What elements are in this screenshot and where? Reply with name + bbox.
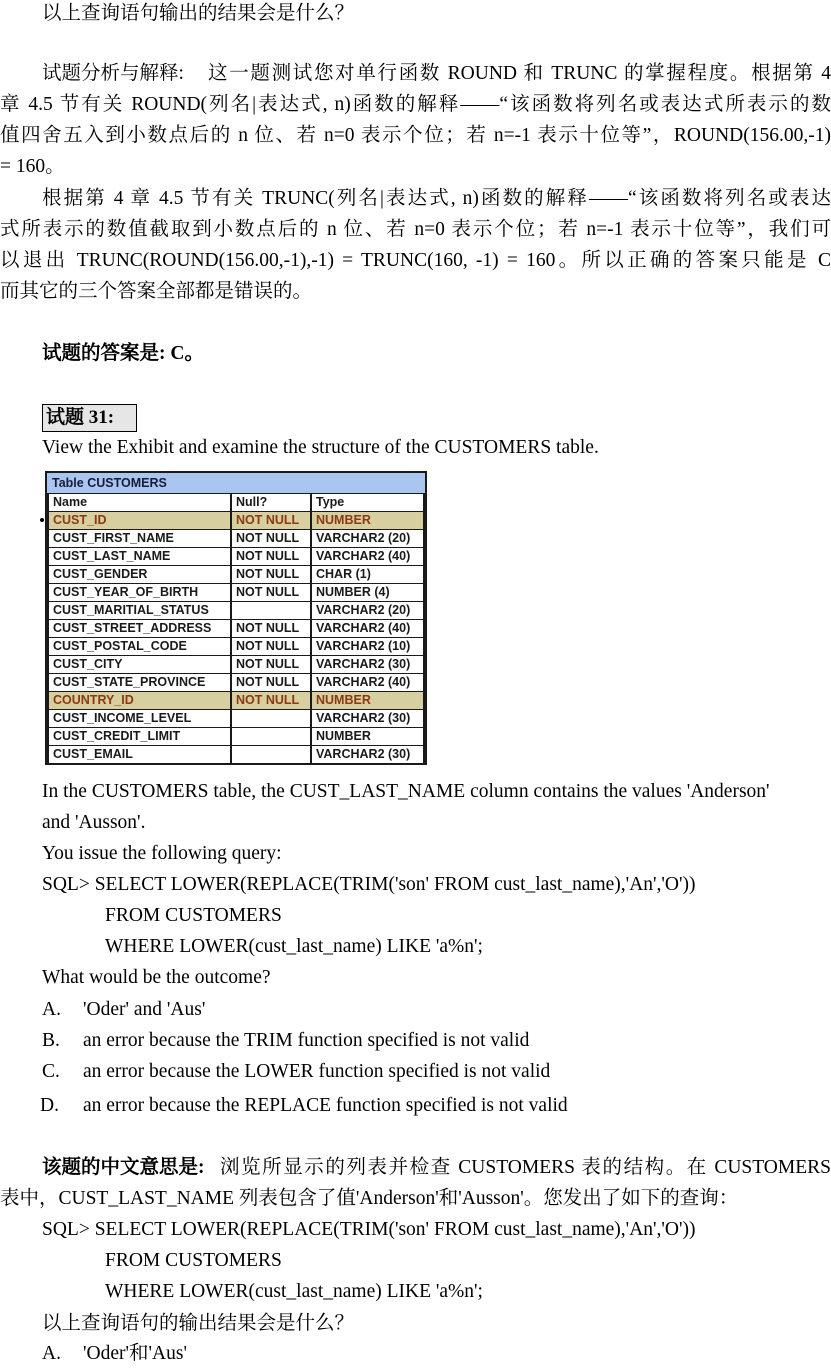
translation-line: 浏览所显示的列表并检查 CUSTOMERS 表的结构。在 CUSTOMERS (220, 1157, 831, 1178)
column-name-cell: CUST_INCOME_LEVEL (49, 710, 230, 727)
null-cell (232, 728, 310, 745)
table-row (47, 566, 425, 583)
type-cell: VARCHAR2 (30) (312, 656, 423, 673)
table-row (47, 656, 425, 673)
null-cell: NOT NULL (232, 548, 310, 565)
type-cell: VARCHAR2 (30) (312, 746, 423, 763)
translation-ask: 以上查询语句的输出结果会是什么？ (42, 1313, 355, 1334)
option-c-text: an error because the LOWER function specified is not valid (83, 1061, 551, 1082)
table-row (47, 692, 425, 709)
analysis-line: 值四舍五入到小数点后的 n 位、若 n=0 表示个位；若 n=-1 表示十位等”，ROUND(156.00,-1) (0, 125, 831, 146)
translation-option-a-letter: A. (42, 1343, 61, 1364)
null-cell: NOT NULL (232, 566, 310, 583)
option-d-text: an error because the REPLACE function specified is not valid (83, 1095, 568, 1116)
analysis-line: 章 4.5 节有关 ROUND(列名|表达式, n)函数的解释——“该函数将列名或表达式所表示的数 (0, 94, 831, 115)
question-text: In the CUSTOMERS table, the CUST_LAST_NAME column contains the values 'Anderson' (42, 781, 770, 802)
analysis-line: = 160。 (0, 156, 65, 177)
previous-question-tail: 以上查询语句输出的结果会是什么？ (42, 3, 355, 24)
column-name-cell: Name (49, 494, 230, 511)
column-name-cell: CUST_YEAR_OF_BIRTH (49, 584, 230, 601)
exhibit-title: Table CUSTOMERS (47, 473, 425, 493)
table-header-row (47, 494, 425, 511)
analysis-line: 以退出 TRUNC(ROUND(156.00,-1),-1) = TRUNC(160, -1) = 160。所以正确的答案只能是 C (0, 250, 831, 271)
column-name-cell: COUNTRY_ID (49, 692, 230, 709)
option-b-text: an error because the TRIM function specified is not valid (83, 1030, 530, 1051)
question-text: and 'Ausson'. (42, 812, 146, 833)
type-cell: Type (312, 494, 423, 511)
answer-line: 试题的答案是: C。 (42, 343, 204, 364)
translation-line: 表中，CUST_LAST_NAME 列表包含了值'Anderson'和'Ausson'。您发出了如下的查询： (0, 1188, 739, 1209)
column-name-cell: CUST_FIRST_NAME (49, 530, 230, 547)
translation-label: 该题的中文意思是: (42, 1157, 205, 1178)
table-row (47, 710, 425, 727)
table-row (47, 530, 425, 547)
table-row (47, 620, 425, 637)
sql-line: FROM CUSTOMERS (105, 1250, 282, 1271)
column-name-cell: CUST_CITY (49, 656, 230, 673)
table-row (47, 548, 425, 565)
column-name-cell: CUST_ID (49, 512, 230, 529)
table-row (47, 602, 425, 619)
option-d-letter: D. (40, 1095, 59, 1116)
sql-line: SQL> SELECT LOWER(REPLACE(TRIM('son' FROM cust_last_name),'An','O')) (42, 874, 696, 895)
column-name-cell: CUST_POSTAL_CODE (49, 638, 230, 655)
null-cell: Null? (232, 494, 310, 511)
null-cell: NOT NULL (232, 674, 310, 691)
customers-table-exhibit (45, 471, 427, 765)
sql-line: WHERE LOWER(cust_last_name) LIKE 'a%n'; (105, 1281, 483, 1302)
analysis-line: 根据第 4 章 4.5 节有关 TRUNC(列名|表达式, n)函数的解释——“该函数将列名或表达 (42, 188, 831, 209)
null-cell: NOT NULL (232, 584, 310, 601)
type-cell: VARCHAR2 (10) (312, 638, 423, 655)
null-cell: NOT NULL (232, 512, 310, 529)
analysis-label: 试题分析与解释: (42, 63, 184, 84)
null-cell: NOT NULL (232, 692, 310, 709)
null-cell: NOT NULL (232, 620, 310, 637)
null-cell: NOT NULL (232, 656, 310, 673)
type-cell: CHAR (1) (312, 566, 423, 583)
column-name-cell: CUST_STREET_ADDRESS (49, 620, 230, 637)
type-cell: NUMBER (312, 692, 423, 709)
null-cell: NOT NULL (232, 530, 310, 547)
type-cell: VARCHAR2 (40) (312, 674, 423, 691)
type-cell: VARCHAR2 (30) (312, 710, 423, 727)
type-cell: NUMBER (4) (312, 584, 423, 601)
null-cell (232, 746, 310, 763)
null-cell (232, 710, 310, 727)
sql-line: WHERE LOWER(cust_last_name) LIKE 'a%n'; (105, 936, 483, 957)
option-c-letter: C. (42, 1061, 60, 1082)
translation-option-a-text: 'Oder'和'Aus' (83, 1343, 187, 1364)
question-text: You issue the following query: (42, 843, 282, 864)
analysis-line: 而其它的三个答案全部都是错误的。 (0, 281, 313, 302)
type-cell: VARCHAR2 (40) (312, 620, 423, 637)
question-label: 试题 31: (42, 404, 137, 432)
table-row (47, 638, 425, 655)
table-row (47, 584, 425, 601)
column-name-cell: CUST_MARITIAL_STATUS (49, 602, 230, 619)
type-cell: VARCHAR2 (20) (312, 602, 423, 619)
type-cell: VARCHAR2 (20) (312, 530, 423, 547)
column-name-cell: CUST_GENDER (49, 566, 230, 583)
column-name-cell: CUST_EMAIL (49, 746, 230, 763)
type-cell: NUMBER (312, 512, 423, 529)
column-name-cell: CUST_CREDIT_LIMIT (49, 728, 230, 745)
sql-line: FROM CUSTOMERS (105, 905, 282, 926)
type-cell: NUMBER (312, 728, 423, 745)
analysis-line: 这一题测试您对单行函数 ROUND 和 TRUNC 的掌握程度。根据第 4 (208, 63, 831, 84)
question-ask: What would be the outcome? (42, 967, 271, 988)
table-row (47, 746, 425, 763)
type-cell: VARCHAR2 (40) (312, 548, 423, 565)
table-row (47, 674, 425, 691)
sql-line: SQL> SELECT LOWER(REPLACE(TRIM('son' FROM cust_last_name),'An','O')) (42, 1219, 696, 1240)
column-name-cell: CUST_STATE_PROVINCE (49, 674, 230, 691)
option-a-letter: A. (42, 999, 61, 1020)
null-cell: NOT NULL (232, 638, 310, 655)
table-row (47, 728, 425, 745)
null-cell (232, 602, 310, 619)
option-b-letter: B. (42, 1030, 60, 1051)
bullet-mark (40, 518, 44, 522)
column-name-cell: CUST_LAST_NAME (49, 548, 230, 565)
question-intro: View the Exhibit and examine the structure of the CUSTOMERS table. (42, 437, 599, 458)
analysis-line: 式所表示的数值截取到小数点后的 n 位、若 n=0 表示个位；若 n=-1 表示十位等”，我们可 (0, 219, 831, 240)
option-a-text: 'Oder' and 'Aus' (83, 999, 206, 1020)
table-row (47, 512, 425, 529)
